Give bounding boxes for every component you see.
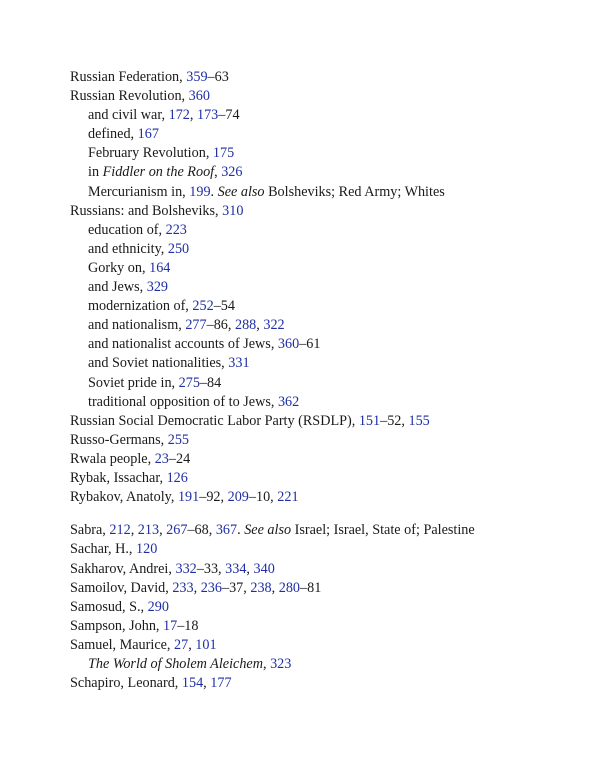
index-entry [70,412,580,431]
page-link[interactable]: 310 [222,202,244,219]
page-link[interactable]: 340 [253,560,275,577]
page-link[interactable]: 326 [221,164,243,181]
index-subentry [70,240,580,259]
page-link[interactable]: 17 [163,617,178,634]
index-entry [70,488,580,507]
page-link[interactable]: 151 [358,412,381,429]
index-entry [70,202,580,221]
italic-text: See also [217,183,265,200]
entry-text: defined, [88,126,138,143]
entry-text: –10, [248,489,278,506]
page-link[interactable]: 329 [146,279,168,296]
entry-text: –81 [300,579,322,596]
page-link[interactable]: 367 [215,522,238,539]
index-page [70,68,580,693]
page-link[interactable]: 101 [195,636,217,653]
entry-text: , [262,656,271,672]
page-link[interactable]: 290 [147,598,169,615]
index-entry [70,68,580,87]
index-entry [70,560,580,579]
page-link[interactable]: 191 [177,489,200,506]
italic-text: Fiddler on the Roof [102,164,215,181]
entry-text: , [203,675,211,692]
index-entry [70,450,580,469]
entry-text: Sabra, [70,522,110,539]
page-link[interactable]: 199 [189,183,211,200]
page-link[interactable]: 167 [137,126,159,143]
page-link[interactable]: 334 [225,560,247,577]
entry-text: , [159,522,167,539]
entry-text: , [271,579,279,596]
entry-text: Russians: and Bolsheviks, [70,202,223,219]
page-link[interactable]: 267 [166,522,188,539]
page-link[interactable]: 221 [277,489,299,506]
page-link[interactable]: 175 [212,145,235,162]
entry-text: Mercurianism in, [88,183,190,200]
page-link[interactable]: 362 [277,393,300,410]
page-link[interactable]: 323 [270,656,292,672]
entry-text: and civil war, [88,107,169,124]
entry-text: Sachar, H., [70,541,137,558]
entry-text: . [237,522,245,539]
entry-text: –24 [168,450,191,467]
entry-text: Russo-Germans, [70,431,168,448]
page-link[interactable]: 332 [175,560,197,577]
index-entry [70,431,580,450]
page-link[interactable]: 331 [228,355,250,372]
entry-text: Rybak, Issachar, [70,469,167,486]
entry-text: traditional opposition of to Jews, [88,393,278,410]
entry-text: , [130,522,138,539]
entry-text: –86, [206,317,235,334]
page-link[interactable]: 155 [408,412,430,429]
entry-text: in [88,164,103,181]
entry-text: –54 [213,298,235,315]
page-link[interactable]: 177 [210,675,232,692]
index-subentry [70,393,580,412]
page-link[interactable]: 212 [109,522,131,539]
page-link[interactable]: 359 [186,69,208,85]
index-subentry [70,183,580,202]
index-entry [70,579,580,598]
entry-text: –84 [199,374,222,391]
index-subentry [70,374,580,393]
entry-text: , [246,560,254,577]
index-subentry [70,106,580,125]
entry-text: Israel; Israel, State of; Palestine [291,522,475,539]
page-link[interactable]: 233 [172,579,194,596]
entry-text: education of, [88,221,166,238]
italic-text: See also [244,522,292,539]
italic-text: The World of Sholem Aleichem [88,656,263,672]
page-link[interactable]: 126 [166,469,188,486]
page-link[interactable]: 172 [168,107,190,124]
entry-text: Samosud, S., [70,598,148,615]
entry-text: and ethnicity, [88,240,168,257]
index-entry [70,617,580,636]
page-link[interactable]: 213 [137,522,160,539]
entry-text: Rybakov, Anatoly, [70,489,178,506]
entry-text: , [188,636,196,653]
index-entry [70,469,580,488]
entry-text: Sakharov, Andrei, [70,560,176,577]
entry-text: Soviet pride in, [88,374,179,391]
entry-text: Russian Revolution, [70,88,189,105]
entry-text: , [256,317,264,334]
index-entry [70,636,580,655]
entry-text: –92, [199,489,228,506]
entry-text: modernization of, [88,298,193,315]
page-link[interactable]: 360 [277,336,300,353]
index-entry [70,598,580,617]
page-link[interactable]: 164 [149,259,171,276]
page-link[interactable]: 275 [178,374,200,391]
index-subentry [70,297,580,316]
entry-text: , [193,579,201,596]
page-link[interactable]: 360 [188,88,210,105]
entry-text: –18 [177,617,199,634]
page-link[interactable]: 27 [174,636,189,653]
index-subentry [70,144,580,163]
entry-text: Sampson, John, [70,617,164,634]
entry-text: Gorky on, [88,259,150,276]
page-link[interactable]: 280 [278,579,301,596]
index-subentry [70,278,580,297]
entry-text: –33, [196,560,226,577]
index-subentry [70,259,580,278]
index-entry [70,674,580,693]
entry-text: Schapiro, Leonard, [70,675,182,692]
entry-text: and nationalism, [88,317,186,334]
page-link[interactable]: 173 [196,107,219,124]
page-link[interactable]: 120 [136,541,158,558]
index-subentry [70,354,580,373]
page-link[interactable]: 322 [263,317,285,334]
entry-text: –37, [221,579,251,596]
page-link[interactable]: 236 [200,579,222,596]
page-link[interactable]: 223 [165,221,187,238]
page-link[interactable]: 238 [250,579,272,596]
page-link[interactable]: 209 [227,489,249,506]
index-entry [70,521,580,540]
entry-text: Russian Federation, [70,69,187,85]
entry-text: –63 [207,69,229,85]
page-link[interactable]: 154 [181,675,204,692]
entry-text: –61 [299,336,321,353]
page-link[interactable]: 250 [167,240,190,257]
entry-text: Samoilov, David, [70,579,173,596]
index-subentry [70,316,580,335]
page-link[interactable]: 277 [185,317,207,334]
entry-text: Rwala people, [70,450,155,467]
entry-text: , [189,107,197,124]
entry-text: . [210,183,218,200]
entry-text: and nationalist accounts of Jews, [88,336,278,353]
index-subentry [70,655,580,674]
index-entry [70,540,580,559]
entry-text: –74 [218,107,240,124]
entry-text: February Revolution, [88,145,213,162]
entry-text: , [214,164,222,181]
entry-text: Russian Social Democratic Labor Party (RSDLP), [70,412,359,429]
index-entry [70,87,580,106]
page-link[interactable]: 288 [234,317,257,334]
entry-text: Samuel, Maurice, [70,636,175,653]
entry-text: –68, [187,522,216,539]
page-link[interactable]: 23 [154,450,169,467]
entry-text: and Jews, [88,279,147,296]
page-link[interactable]: 252 [192,298,214,315]
index-subentry [70,163,580,182]
entry-text: and Soviet nationalities, [88,355,229,372]
index-subentry [70,221,580,240]
entry-text: Bolsheviks; Red Army; Whites [264,183,445,200]
index-subentry [70,335,580,354]
index-subentry [70,125,580,144]
page-link[interactable]: 255 [167,431,190,448]
entry-text: –52, [380,412,409,429]
